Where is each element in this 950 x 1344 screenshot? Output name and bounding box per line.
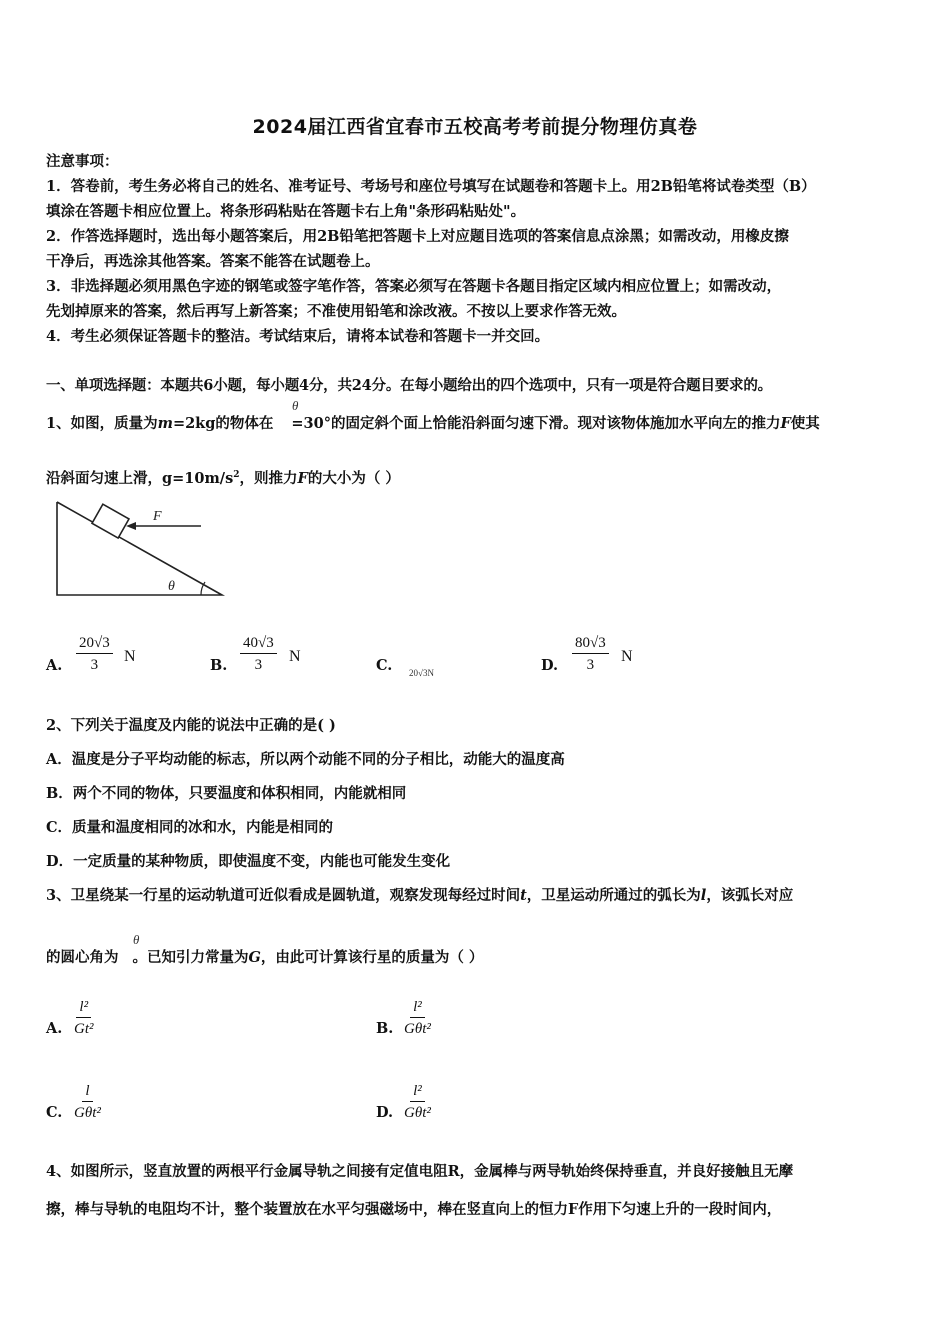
q1-option-a-label[interactable]: A. (46, 657, 63, 674)
q1-option-c-value: 20√3N (409, 668, 434, 678)
notice-line: 2．作答选择题时，选出每小题答案后，用2B铅笔把答题卡上对应题目选项的答案信息点涂黑；如需改动，用橡皮擦 (46, 228, 789, 245)
q4-stem-line1: 4、如图所示，竖直放置的两根平行金属导轨之间接有定值电阻R，金属棒与两导轨始终保持垂直，并良好接触且无摩 (46, 1163, 794, 1180)
q3-theta-symbol: θ (133, 932, 140, 947)
block (92, 504, 129, 538)
q3-stem-line1: 3、卫星绕某一行星的运动轨道可近似看成是圆轨道，观察发现每经过时间t，卫星运动所通过的弧长为l，该弧长对应 (46, 887, 794, 904)
q1-option-d-label[interactable]: D. (541, 657, 559, 674)
q1-option-b-unit: N (289, 648, 301, 665)
q3-option-a-fraction: $\frac{\text{l²}}{\text{Gt²}}$ (74, 999, 94, 1037)
notice-line: 3．非选择题必须用黑色字迹的钢笔或签字笔作答，答案必须写在答题卡各题目指定区域内相应位置上；如需改动， (46, 278, 782, 295)
notice-line: 填涂在答题卡相应位置上。将条形码粘贴在答题卡右上角"条形码粘贴处"。 (46, 203, 526, 220)
q1-option-a-unit: N (124, 648, 136, 665)
notice-heading: 注意事项： (46, 153, 119, 170)
incline-figure (50, 498, 240, 604)
q3-option-c-label[interactable]: C. (46, 1104, 63, 1121)
q1-theta-symbol: θ (292, 398, 299, 413)
q1-option-d-unit: N (621, 648, 633, 665)
notice-line: 先划掉原来的答案，然后再写上新答案；不准使用铅笔和涂改液。不按以上要求作答无效。 (46, 303, 626, 320)
q3-option-b-fraction: l² Gθt² (404, 999, 431, 1037)
force-arrowhead (126, 522, 136, 530)
q1-option-b-label[interactable]: B. (210, 657, 228, 674)
q3-option-c-fraction: l Gθt² (74, 1083, 101, 1121)
incline-triangle (57, 502, 222, 595)
q1-option-d-fraction: $\frac{80√3}{3}$ (572, 634, 609, 674)
q3-option-d-fraction: l² Gθt² (404, 1083, 431, 1121)
q1-option-a-fraction: $\frac{20√3}{3}$ (76, 634, 113, 674)
q3-option-d-label[interactable]: D. (376, 1104, 394, 1121)
q1-option-c-label[interactable]: C. (376, 657, 393, 674)
q2-option-c[interactable]: C．质量和温度相同的冰和水，内能是相同的 (46, 819, 334, 836)
q3-option-b-label[interactable]: B. (376, 1020, 394, 1037)
force-label: F (153, 509, 162, 524)
angle-label: θ (168, 579, 175, 594)
section-heading: 一、单项选择题：本题共6小题，每小题4分，共24分。在每小题给出的四个选项中，只有一项是符合题目要求的。 (46, 377, 772, 394)
q4-stem-line2: 擦，棒与导轨的电阻均不计，整个装置放在水平匀强磁场中，棒在竖直向上的恒力F作用下匀速上升的一段时间内， (46, 1201, 782, 1218)
notice-line: 4．考生必须保证答题卡的整洁。考试结束后，请将本试卷和答题卡一并交回。 (46, 328, 550, 345)
q2-stem: 2、下列关于温度及内能的说法中正确的是( ) (46, 717, 336, 734)
q3-stem-line2: 的圆心角为 。已知引力常量为G，由此可计算该行星的质量为（ ） (46, 949, 484, 966)
q1-stem-line2: 沿斜面匀速上滑，$g=10m/s^2$，则推力F的大小为（ ） (46, 469, 400, 487)
q1-stem-line1: 1、如图，质量为m=2kg的物体在 =30°的固定斜个面上恰能沿斜面匀速下滑。现对该物体施加水平向左的推力F使其 (46, 415, 820, 432)
q3-option-a-label[interactable]: A. (46, 1020, 63, 1037)
notice-line: 1．答卷前，考生务必将自己的姓名、准考证号、考场号和座位号填写在试题卷和答题卡上。用2B铅笔将试卷类型（B） (46, 178, 816, 195)
page-title: 2024届江西省宜春市五校高考考前提分物理仿真卷 (252, 116, 698, 138)
q2-option-d[interactable]: D．一定质量的某种物质，即使温度不变，内能也可能发生变化 (46, 853, 451, 870)
q1-option-b-fraction: $\frac{40√3}{3}$ (240, 634, 277, 674)
q2-option-a[interactable]: A．温度是分子平均动能的标志，所以两个动能不同的分子相比，动能大的温度高 (46, 751, 565, 768)
q2-option-b[interactable]: B．两个不同的物体，只要温度和体积相同，内能就相同 (46, 785, 407, 802)
notice-line: 干净后，再选涂其他答案。答案不能答在试题卷上。 (46, 253, 380, 270)
